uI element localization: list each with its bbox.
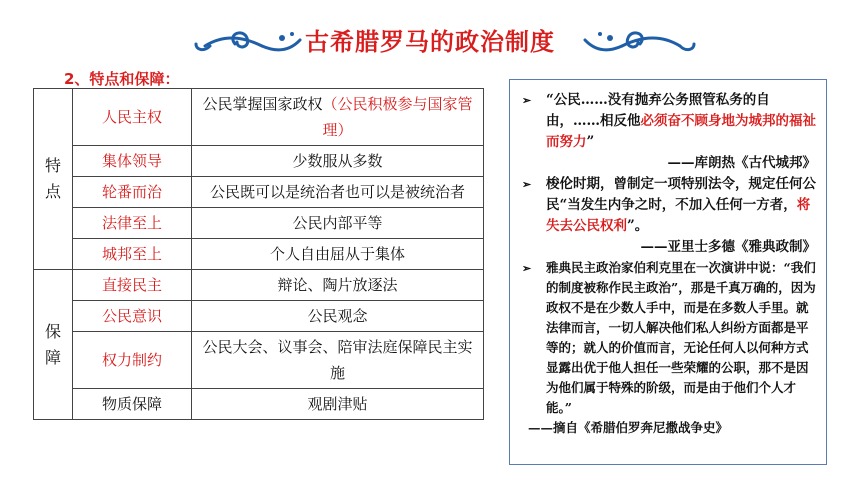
table-value-cell: 少数服从多数 — [192, 146, 484, 177]
table-row — [34, 332, 484, 389]
table-key-cell: 权力制约 — [73, 332, 192, 389]
table-value-cell: 辩论、陶片放逐法 — [192, 270, 484, 301]
quote-item: ➢ 雅典民主政治家伯利克里在一次演讲中说：“我们的制度被称作民主政治”，那是千真万确的，因为政权不是在少数人手中，而是在多数人手里。就法律而言，一切人解决他们私人纠纷方面都是平等的；就人的价值而言，无论任何人以何种方式显露出优于他人担任一些荣耀的公职，那不是因为他们属于特殊的阶级，而是由于他们个人才能。” ——摘自《希腊伯罗奔尼撒战争史》 — [524, 258, 820, 438]
table-value-cell: 个人自由屈从于集体 — [192, 239, 484, 270]
table-value-cell: 公民掌握国家政权（公民积极参与国家管理） — [192, 89, 484, 146]
arrow-bullet-icon: ➢ — [522, 262, 532, 275]
features-table — [33, 88, 484, 420]
quotes-panel — [509, 79, 827, 465]
table-value-cell: 公民既可以是统治者也可以是被统治者 — [192, 177, 484, 208]
table-row — [34, 389, 484, 420]
table-row — [34, 89, 484, 146]
quote-source: ——摘自《希腊伯罗奔尼撒战争史》 — [528, 420, 729, 435]
table-key-cell: 直接民主 — [73, 270, 192, 301]
group-guarantee-label: 保障 — [44, 321, 61, 367]
arrow-bullet-icon: ➢ — [522, 94, 532, 107]
table-value-cell: 公民内部平等 — [192, 208, 484, 239]
group-features-cell — [34, 89, 73, 270]
quote-source: ——库朗热《古代城邦》 — [667, 155, 816, 171]
table-value-cell: 公民观念 — [192, 301, 484, 332]
group-features-label: 特点 — [44, 156, 61, 201]
table-row — [34, 301, 484, 332]
table-row — [34, 270, 484, 301]
table-key-cell: 人民主权 — [73, 89, 192, 146]
table-value-cell: 观剧津贴 — [192, 389, 484, 420]
table-key-cell: 物质保障 — [73, 389, 192, 420]
table-value-cell: 公民大会、议事会、陪审法庭保障民主实施 — [192, 332, 484, 389]
table-key-cell: 法律至上 — [73, 208, 192, 239]
table-row — [34, 239, 484, 270]
table-key-cell: 城邦至上 — [73, 239, 192, 270]
table-key-cell: 集体领导 — [73, 146, 192, 177]
table-key-cell: 公民意识 — [73, 301, 192, 332]
section-subtitle: 2、特点和保障： — [64, 70, 180, 88]
table-key-cell: 轮番而治 — [73, 177, 192, 208]
table-row — [34, 177, 484, 208]
group-guarantee-cell — [34, 270, 73, 420]
quote-item: ➢ “公民……没有抛弃公务照管私务的自由，……相反他必须奋不顾身地为城邦的福祉而努力” ——库朗热《古代城邦》 — [524, 90, 816, 174]
arrow-bullet-icon: ➢ — [522, 178, 532, 191]
table-row — [34, 208, 484, 239]
quote-item: ➢ 梭伦时期，曾制定一项特别法令，规定任何公民“当发生内争之时，不加入任何一方者，将失去公民权利”。 ——亚里士多德《雅典政制》 — [524, 174, 816, 258]
quote-source: ——亚里士多德《雅典政制》 — [640, 239, 816, 255]
page-title: 古希腊罗马的政治制度 — [305, 28, 555, 56]
table-row — [34, 146, 484, 177]
